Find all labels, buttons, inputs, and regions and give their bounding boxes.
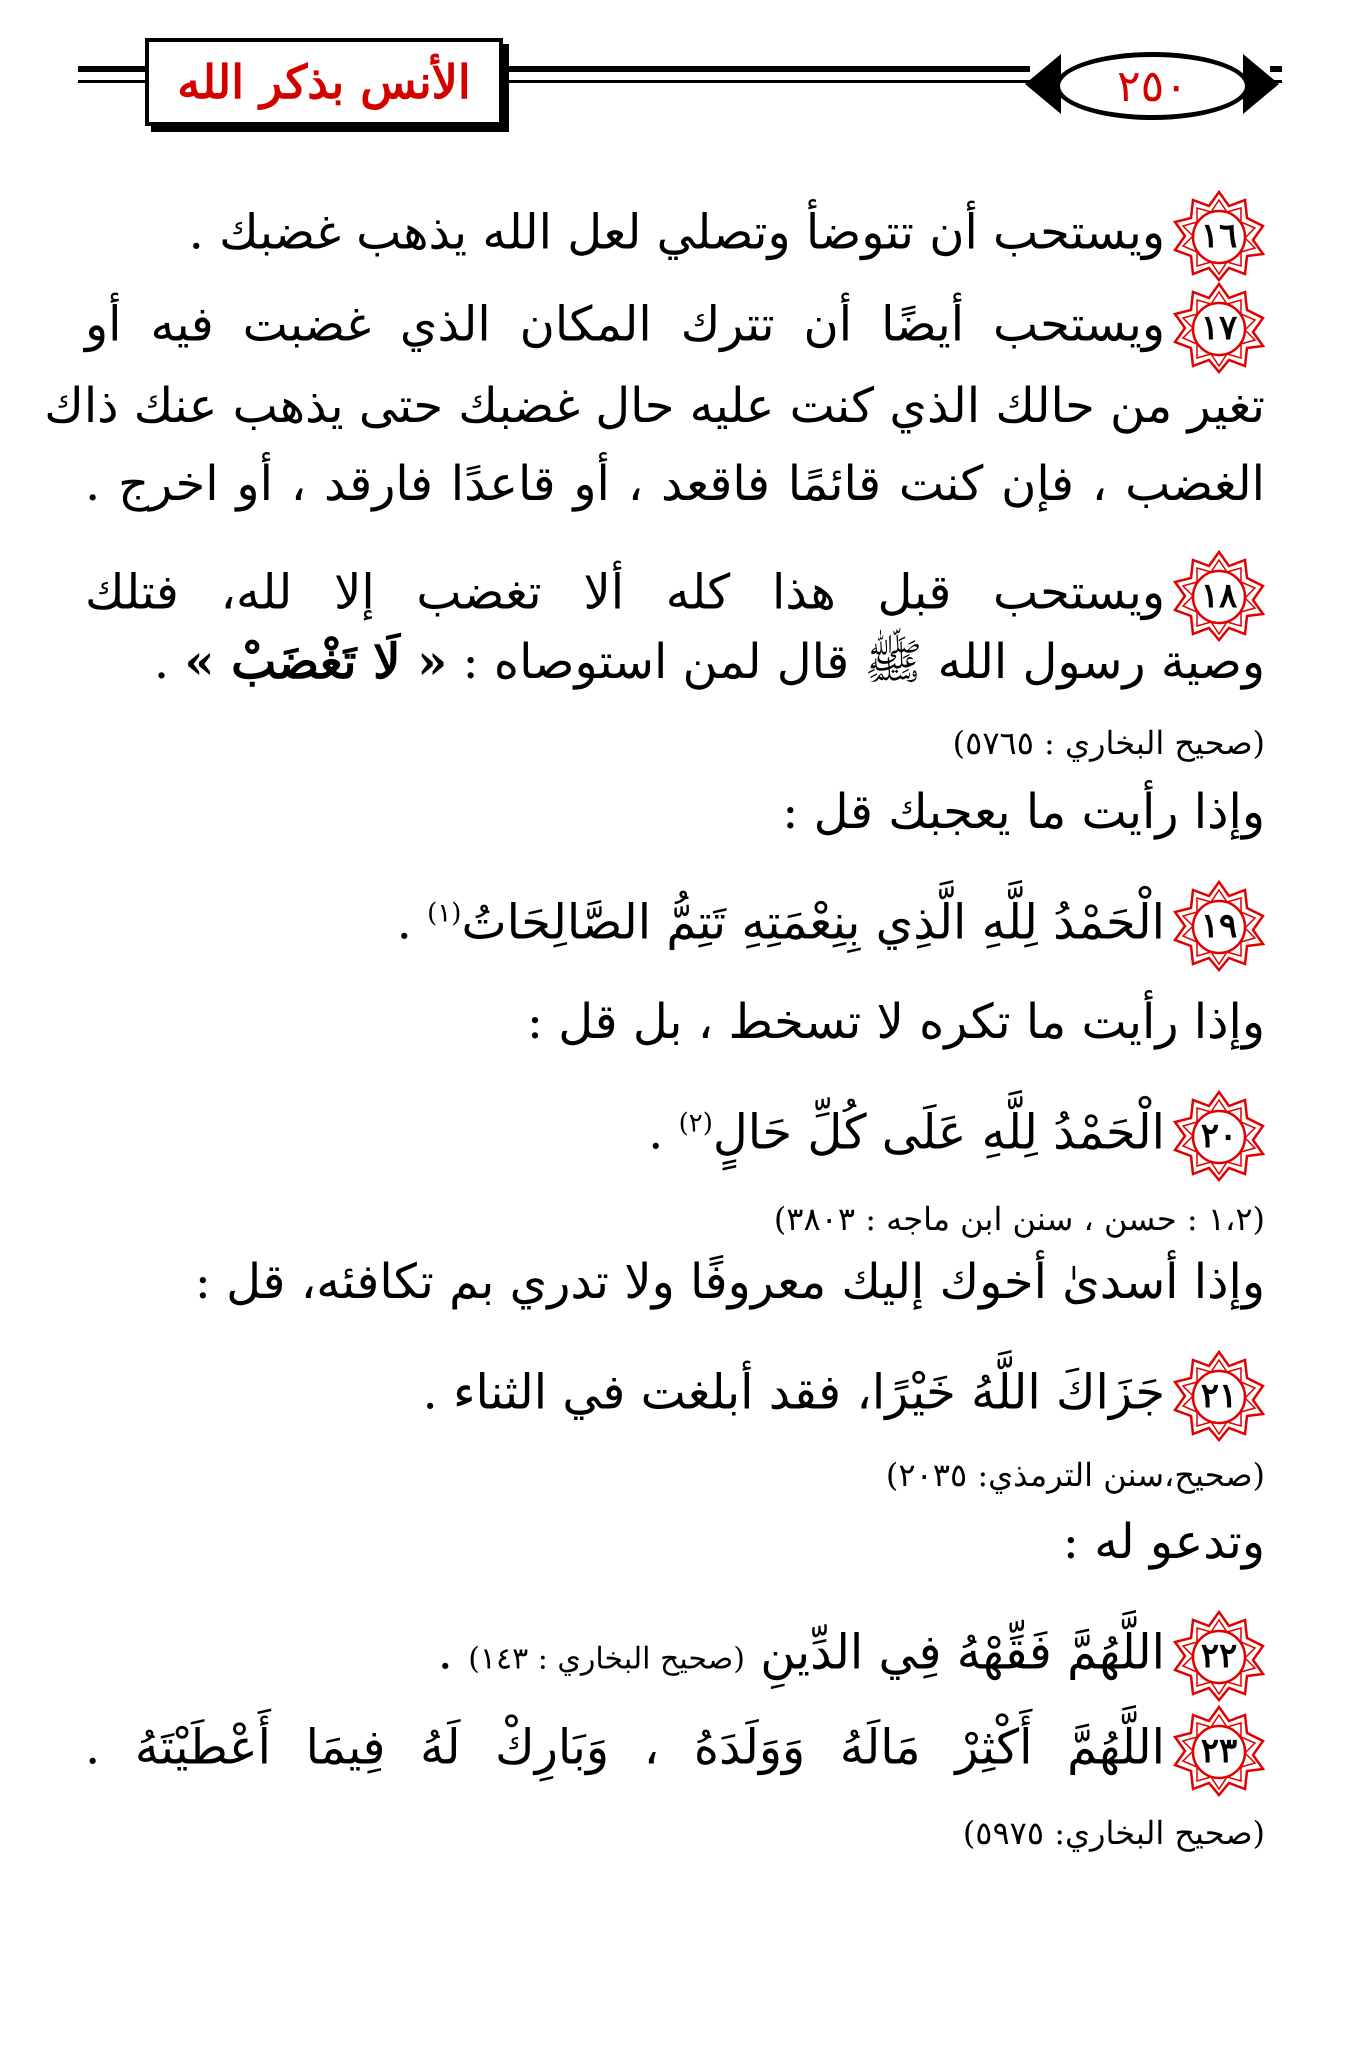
- line-text: وإذا أسدىٰ أخوك إليك معروفًا ولا تدري بم تكافئه، قل :: [194, 1254, 1265, 1310]
- text-line-16: [85, 190, 1265, 282]
- reference-line: [85, 1196, 1265, 1242]
- dua-text: الْحَمْدُ لِلَّهِ عَلَى كُلِّ حَالٍ: [712, 1104, 1165, 1161]
- line-text: وإذا رأيت ما يعجبك قل :: [782, 784, 1265, 840]
- line-text: وإذا رأيت ما تكره لا تسخط ، بل قل :: [526, 994, 1265, 1050]
- line-text: الغضب ، فإن كنت قائمًا فاقعد ، أو قاعدًا فارقد ، أو اخرج .: [85, 456, 1266, 512]
- item-number-badge-21: [1173, 1350, 1265, 1442]
- item-number-badge-18: [1173, 550, 1265, 642]
- book-title: الأنس بذكر الله: [177, 55, 471, 109]
- footnote-marker: (٢): [678, 1108, 713, 1139]
- badge-number: ١٦: [1200, 216, 1238, 256]
- reference-line: [85, 1810, 1265, 1856]
- reference-line: [85, 720, 1265, 766]
- dua-text: الْحَمْدُ لِلَّهِ الَّذِي بِنِعْمَتِهِ تَتِمُّ الصَّالِحَاتُ: [461, 894, 1165, 951]
- reference-text: (صحيح البخاري: ٥٩٧٥): [962, 1814, 1265, 1852]
- item-number-badge-19: [1173, 880, 1265, 972]
- line-text: تغير من حالك الذي كنت عليه حال غضبك حتى يذهب عنك ذاك: [44, 378, 1265, 434]
- item-number-badge-16: [1173, 190, 1265, 282]
- line-end: .: [437, 1624, 453, 1681]
- text-line-19: [85, 880, 1265, 972]
- item-number-badge-17: [1173, 282, 1265, 374]
- line-text: ويستحب قبل هذا كله ألا تغضب إلا لله، فتلك: [85, 564, 1165, 621]
- text-line: [44, 374, 1265, 438]
- text-line: [85, 990, 1265, 1054]
- text-line-21: [85, 1350, 1265, 1442]
- text-line-18: [85, 550, 1265, 642]
- badge-number: ١٨: [1200, 576, 1238, 616]
- text-line: [85, 780, 1265, 844]
- text-line: [85, 1510, 1265, 1574]
- badge-number: ١٧: [1200, 308, 1238, 348]
- badge-number: ٢٣: [1200, 1731, 1238, 1771]
- text-line-20: [85, 1090, 1265, 1182]
- text-line: [85, 452, 1265, 516]
- line-end: .: [648, 1104, 664, 1161]
- badge-number: ٢٠: [1200, 1116, 1238, 1156]
- line-end: .: [396, 894, 412, 951]
- reference-line: [85, 1452, 1265, 1498]
- header-rule-middle-thin: [500, 80, 1030, 83]
- line-text: وتدعو له :: [1062, 1514, 1265, 1570]
- badge-number: ٢١: [1200, 1376, 1238, 1416]
- page-number: ٢٥٠: [1117, 60, 1188, 112]
- item-number-badge-23: [1173, 1705, 1265, 1797]
- footnote-marker: (١): [427, 898, 462, 929]
- hadith-quote: « لَا تَغْضَبْ »: [184, 634, 448, 690]
- item-number-badge-20: [1173, 1090, 1265, 1182]
- item-number-badge-22: [1173, 1610, 1265, 1702]
- header-rule-middle: [500, 66, 1030, 72]
- badge-number: ٢٢: [1200, 1636, 1238, 1676]
- reference-text: (١،٢ : حسن ، سنن ابن ماجه : ٣٨٠٣): [773, 1200, 1265, 1238]
- line-text: ويستحب أيضًا أن تترك المكان الذي غضبت فيه أو: [85, 296, 1165, 353]
- dua-text: اللَّهُمَّ فَقِّهْهُ فِي الدِّينِ: [760, 1624, 1165, 1681]
- reference-text: (صحيح،سنن الترمذي: ٢٠٣٥): [885, 1456, 1265, 1494]
- text-line-23: [85, 1705, 1265, 1797]
- text-line: [85, 1250, 1265, 1314]
- page-number-oval: [1055, 52, 1250, 120]
- dua-text: جَزَاكَ اللَّهُ خَيْرًا، فقد أبلغت في الثناء .: [422, 1364, 1165, 1421]
- line-text: ويستحب أن تتوضأ وتصلي لعل الله يذهب غضبك .: [188, 204, 1165, 261]
- text-line-17: [85, 282, 1265, 374]
- inline-reference: (صحيح البخاري : ١٤٣): [468, 1641, 745, 1677]
- dua-text: اللَّهُمَّ أَكْثِرْ مَالَهُ وَوَلَدَهُ ، وَبَارِكْ لَهُ فِيمَا أَعْطَيْتَهُ .: [85, 1719, 1165, 1776]
- book-title-box: [145, 38, 503, 126]
- text-line-22: [85, 1610, 1265, 1702]
- reference-text: (صحيح البخاري : ٥٧٦٥): [952, 724, 1265, 762]
- page-header: [0, 0, 1356, 150]
- header-rule-left: [78, 66, 148, 72]
- line-end: .: [153, 634, 170, 690]
- text-line-hadith: [85, 630, 1265, 694]
- header-rule-left-thin: [78, 80, 148, 83]
- badge-number: ١٩: [1200, 906, 1238, 946]
- line-text: وصية رسول الله ﷺ قال لمن استوصاه :: [462, 634, 1265, 690]
